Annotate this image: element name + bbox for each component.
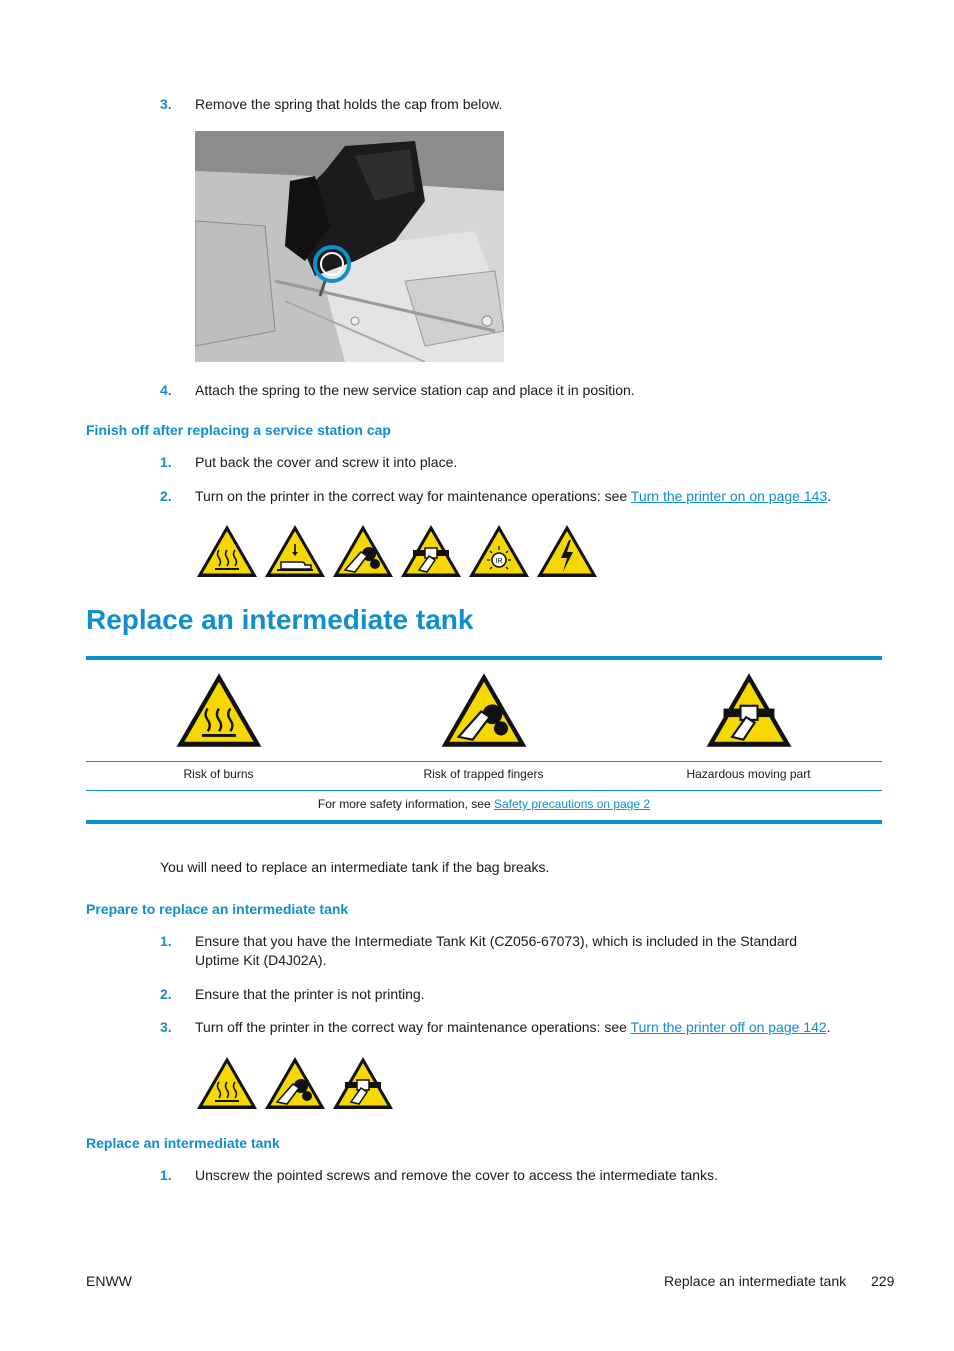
risk-label: Risk of trapped fingers [423, 767, 544, 781]
step-text: Put back the cover and screw it into place. [195, 454, 458, 470]
step-text-part: . [826, 1019, 831, 1035]
electric-shock-icon [535, 522, 599, 580]
section-heading: Replace an intermediate tank [86, 1135, 280, 1151]
step-number: 3. [160, 1019, 172, 1035]
section-heading: Prepare to replace an intermediate tank [86, 901, 349, 917]
trapped-fingers-icon [331, 522, 395, 580]
step-text-part: Turn on the printer in the correct way for maintenance operations: see [195, 488, 631, 504]
table-top-rule [86, 656, 882, 660]
hot-surface-icon [195, 1054, 259, 1112]
hot-surface-icon [173, 669, 265, 751]
step-number: 3. [160, 96, 172, 112]
step-text: Ensure that the printer is not printing. [195, 986, 425, 1002]
step-number: 1. [160, 933, 172, 949]
safety-note-text: For more safety information, see [317, 797, 494, 811]
table-divider [86, 761, 882, 762]
step-text: Unscrew the pointed screws and remove the cover to access the intermediate tanks. [195, 1167, 718, 1183]
safety-note [86, 797, 882, 811]
hot-surface-icon [195, 522, 259, 580]
step-text-part: . [827, 488, 832, 504]
moving-part-icon [703, 669, 795, 751]
warning-icon-row [195, 522, 599, 580]
risk-label: Hazardous moving part [686, 767, 811, 781]
intro-text: You will need to replace an intermediate tank if the bag breaks. [160, 859, 550, 875]
step-text [195, 487, 831, 506]
service-station-photo [195, 131, 504, 362]
safety-precautions-link[interactable]: Safety precautions on page 2 [493, 797, 651, 811]
footer-left: ENWW [86, 1273, 132, 1289]
step-text: Attach the spring to the new service station cap and place it in position. [195, 382, 635, 398]
step-number: 4. [160, 382, 172, 398]
hand-crush-icon [263, 522, 327, 580]
step-number: 1. [160, 454, 172, 470]
moving-part-icon [331, 1054, 395, 1112]
section-heading: Finish off after replacing a service station cap [86, 422, 391, 438]
step-text: Uptime Kit (D4J02A). [195, 952, 327, 968]
moving-part-icon [399, 522, 463, 580]
step-text: Remove the spring that holds the cap from below. [195, 96, 503, 112]
page-title: Replace an intermediate tank [86, 604, 474, 635]
step-number: 2. [160, 986, 172, 1002]
step-text [195, 1018, 831, 1037]
step-number: 2. [160, 488, 172, 504]
turn-printer-on-link[interactable]: Turn the printer on on page 143 [630, 488, 828, 504]
footer-title: Replace an intermediate tank [664, 1273, 847, 1289]
turn-printer-off-link[interactable]: Turn the printer off on page 142 [630, 1019, 827, 1035]
warning-icon-row [195, 1054, 395, 1112]
table-divider [86, 790, 882, 791]
step-text: Ensure that you have the Intermediate Tank Kit (CZ056-67073), which is included in the Standard [195, 933, 798, 949]
risk-label: Risk of burns [183, 767, 254, 781]
ir-label: IR [495, 558, 503, 565]
step-text-part: Turn off the printer in the correct way for maintenance operations: see [195, 1019, 631, 1035]
table-bottom-rule [86, 820, 882, 824]
step-number: 1. [160, 1167, 172, 1183]
infrared-icon [467, 522, 531, 580]
page-number: 229 [871, 1273, 895, 1289]
trapped-fingers-icon [263, 1054, 327, 1112]
trapped-fingers-icon [438, 669, 530, 751]
